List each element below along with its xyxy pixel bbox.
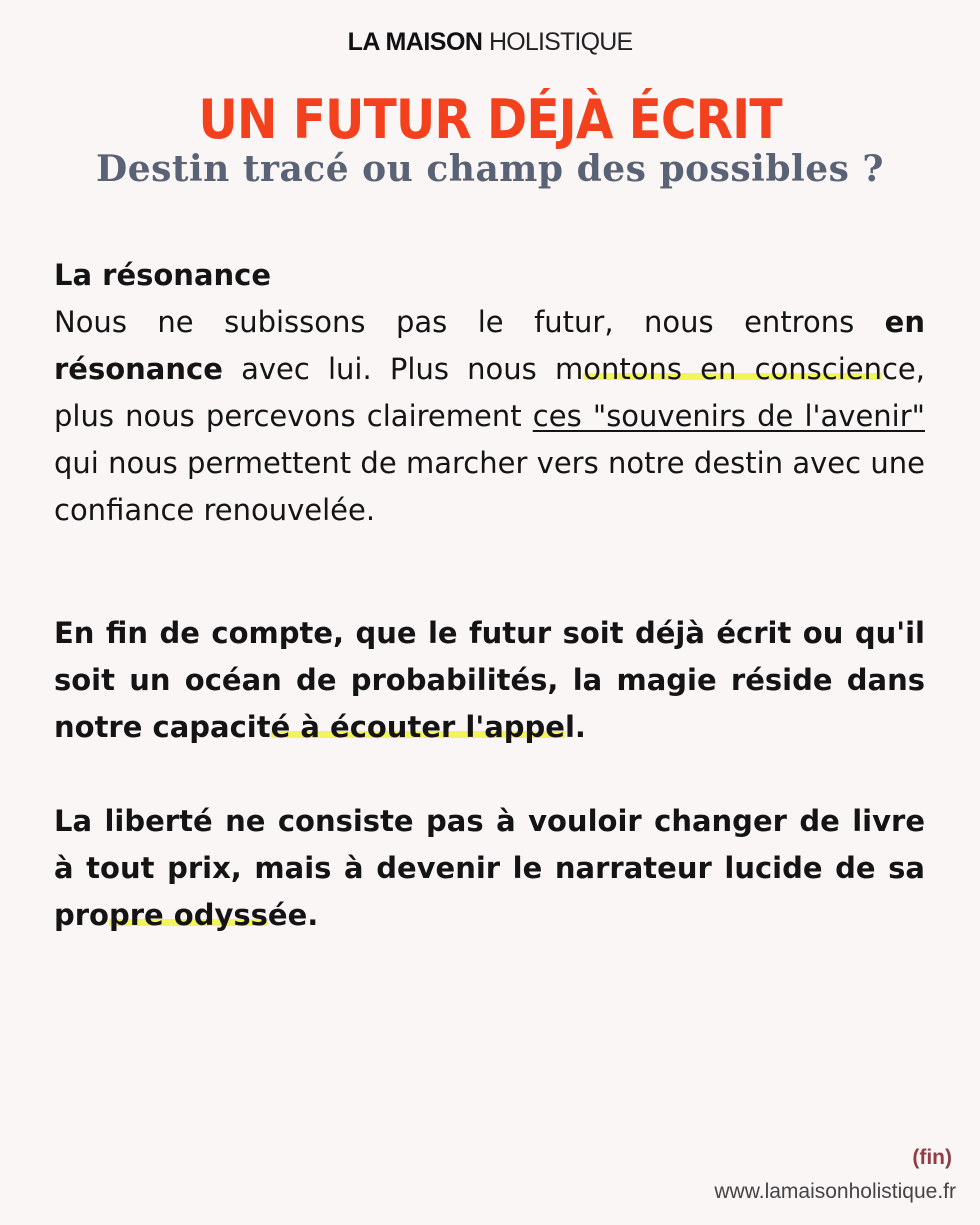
text-segment: La liberté ne consiste pas à vouloir changer de livre à tout prix, mais à devenir le narrateur lucide de sa pro [54,804,925,932]
text-segment: ée. [267,898,319,932]
highlighted-phrase: ontons en conscien [583,352,882,386]
paragraph-freedom [54,798,925,939]
text-segment: l. [564,710,586,744]
end-marker: (fin) [912,1146,952,1169]
page-title: UN FUTUR DÉJÀ ÉCRIT [198,88,782,151]
highlighted-phrase: é à écouter l'appe [270,710,565,744]
page-subtitle: Destin tracé ou champ des possibles ? [95,148,885,190]
brand-name-light: HOLISTIQUE [488,28,633,56]
section-resonance [54,252,925,534]
brand-name-bold: LA MAISON [347,28,483,56]
bold-phrase: en résonance [54,305,925,386]
text-segment: qui nous permettent de marcher vers notre destin avec une confiance renouvelée. [54,446,925,527]
highlighted-phrase: pre odyss [108,898,268,932]
brand-logo [0,28,980,57]
section-heading: La résonance [54,258,272,292]
text-segment: En fin de compte, que le futur soit déjà écrit ou qu'il soit un océan de probabilités, la magie réside dans notre capacit [54,616,925,744]
underlined-phrase: ces "souvenirs de l'avenir" [532,399,925,433]
text-segment: ce, plus nous percevons clairement [54,352,925,433]
text-segment: Nous ne subissons pas le futur, nous entrons [54,305,885,339]
website-url: www.lamaisonholistique.fr [714,1180,956,1203]
paragraph-conclusion [54,610,925,751]
text-segment: avec lui. Plus nous m [222,352,584,386]
